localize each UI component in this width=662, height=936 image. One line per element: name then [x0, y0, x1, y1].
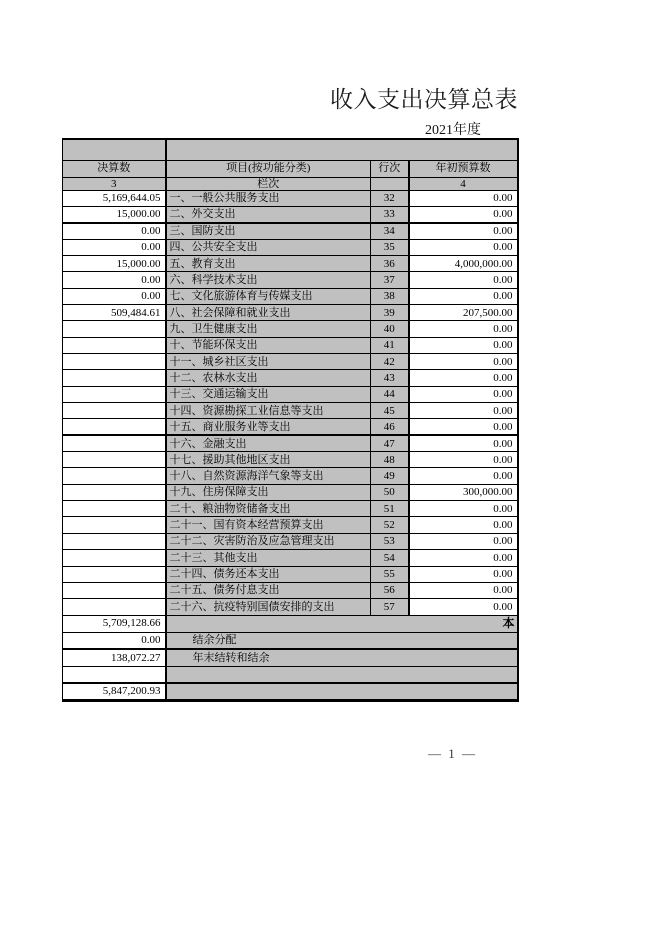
- summary-row: [63, 683, 518, 700]
- table-row: [63, 255, 518, 271]
- initial-budget-cell: 0.00: [409, 370, 518, 386]
- line-number-cell: 33: [371, 206, 409, 222]
- line-number-cell: 43: [371, 370, 409, 386]
- item-cell: 二、外交支出: [166, 206, 371, 222]
- item-cell: 九、卫生健康支出: [166, 321, 371, 337]
- final-amount-cell: 0.00: [63, 272, 166, 288]
- initial-budget-cell: 207,500.00: [409, 305, 518, 321]
- item-cell: 十八、自然资源海洋气象等支出: [166, 468, 371, 484]
- table-summary-body: [63, 615, 518, 700]
- item-cell: 四、公共安全支出: [166, 239, 371, 255]
- final-amount-cell: [63, 550, 166, 566]
- item-cell: 二十一、国有资本经营预算支出: [166, 517, 371, 533]
- table-row: [63, 206, 518, 222]
- final-amount-cell: [63, 533, 166, 549]
- initial-budget-cell: 0.00: [409, 468, 518, 484]
- item-cell: 八、社会保障和就业支出: [166, 305, 371, 321]
- line-number-cell: 39: [371, 305, 409, 321]
- summary-amount-cell: 138,072.27: [63, 649, 166, 666]
- table-row: [63, 419, 518, 435]
- table-row: [63, 550, 518, 566]
- item-cell: 十二、农林水支出: [166, 370, 371, 386]
- initial-budget-cell: 0.00: [409, 223, 518, 239]
- line-number-cell: 35: [371, 239, 409, 255]
- table-row: [63, 386, 518, 402]
- final-amount-cell: 15,000.00: [63, 206, 166, 222]
- table-row: [63, 288, 518, 304]
- item-cell: 十五、商业服务业等支出: [166, 419, 371, 435]
- line-number-cell: 45: [371, 403, 409, 419]
- summary-label-cell: [166, 683, 518, 700]
- line-number-cell: 55: [371, 566, 409, 582]
- item-cell: 五、教育支出: [166, 255, 371, 271]
- initial-budget-cell: 0.00: [409, 337, 518, 353]
- line-number-cell: 46: [371, 419, 409, 435]
- initial-budget-cell: 4,000,000.00: [409, 255, 518, 271]
- line-number-cell: 57: [371, 599, 409, 615]
- line-number-cell: 34: [371, 223, 409, 239]
- initial-budget-cell: 0.00: [409, 403, 518, 419]
- initial-budget-cell: 0.00: [409, 566, 518, 582]
- summary-amount-cell: 0.00: [63, 632, 166, 649]
- item-cell: 二十、粮油物资储备支出: [166, 501, 371, 517]
- initial-budget-cell: 0.00: [409, 517, 518, 533]
- line-number-cell: 44: [371, 386, 409, 402]
- final-amount-cell: [63, 403, 166, 419]
- final-amount-cell: [63, 354, 166, 370]
- summary-label-cell: 结余分配: [166, 632, 518, 649]
- summary-row: [63, 666, 518, 683]
- fiscal-year-label: 2021年度: [425, 123, 481, 138]
- line-number-cell: 37: [371, 272, 409, 288]
- item-cell: 二十四、债务还本支出: [166, 566, 371, 582]
- final-amount-cell: [63, 566, 166, 582]
- line-number-cell: 36: [371, 255, 409, 271]
- item-cell: 十六、金融支出: [166, 435, 371, 451]
- summary-amount-cell: 5,847,200.93: [63, 683, 166, 700]
- summary-row: [63, 632, 518, 649]
- initial-budget-cell: 0.00: [409, 435, 518, 451]
- initial-budget-cell: 0.00: [409, 354, 518, 370]
- table-row: [63, 370, 518, 386]
- final-amount-cell: 0.00: [63, 239, 166, 255]
- summary-amount-cell: [63, 666, 166, 683]
- initial-budget-cell: 0.00: [409, 239, 518, 255]
- summary-label-cell: 年末结转和结余: [166, 649, 518, 666]
- table-header-row: [63, 160, 518, 177]
- item-cell: 十七、援助其他地区支出: [166, 452, 371, 468]
- initial-budget-cell: 0.00: [409, 582, 518, 598]
- table-row: [63, 435, 518, 451]
- item-cell: 十四、资源勘探工业信息等支出: [166, 403, 371, 419]
- initial-budget-cell: 0.00: [409, 272, 518, 288]
- table-row: [63, 468, 518, 484]
- table-row: [63, 239, 518, 255]
- table-row: [63, 599, 518, 615]
- line-number-cell: 47: [371, 435, 409, 451]
- column-index-line: [371, 177, 409, 190]
- initial-budget-cell: 0.00: [409, 190, 518, 206]
- table-row: [63, 517, 518, 533]
- final-amount-cell: [63, 599, 166, 615]
- item-cell: 十三、交通运输支出: [166, 386, 371, 402]
- item-cell: 二十五、债务付息支出: [166, 582, 371, 598]
- initial-budget-cell: 0.00: [409, 321, 518, 337]
- final-amount-cell: [63, 435, 166, 451]
- table-body: [63, 190, 518, 615]
- page-number: — 1 —: [428, 746, 477, 761]
- initial-budget-cell: 0.00: [409, 599, 518, 615]
- summary-label-cell: 本: [166, 615, 518, 632]
- table-row: [63, 354, 518, 370]
- line-number-cell: 50: [371, 484, 409, 500]
- item-cell: 十一、城乡社区支出: [166, 354, 371, 370]
- summary-row: [63, 615, 518, 632]
- table-row: [63, 501, 518, 517]
- final-amount-cell: [63, 419, 166, 435]
- table-row: [63, 337, 518, 353]
- table-row: [63, 452, 518, 468]
- final-amount-cell: [63, 517, 166, 533]
- table-row: [63, 223, 518, 239]
- final-amount-cell: [63, 501, 166, 517]
- line-number-cell: 38: [371, 288, 409, 304]
- item-cell: 一、一般公共服务支出: [166, 190, 371, 206]
- initial-budget-cell: 0.00: [409, 533, 518, 549]
- header-final-amount: 决算数: [63, 160, 166, 177]
- table-row: [63, 190, 518, 206]
- final-amount-cell: [63, 337, 166, 353]
- initial-budget-cell: 0.00: [409, 386, 518, 402]
- final-amount-cell: 0.00: [63, 288, 166, 304]
- summary-amount-cell: 5,709,128.66: [63, 615, 166, 632]
- initial-budget-cell: 0.00: [409, 419, 518, 435]
- item-cell: 二十六、抗疫特别国债安排的支出: [166, 599, 371, 615]
- line-number-cell: 32: [371, 190, 409, 206]
- item-cell: 六、科学技术支出: [166, 272, 371, 288]
- line-number-cell: 42: [371, 354, 409, 370]
- header-spacer-row: [63, 139, 518, 160]
- table-row: [63, 321, 518, 337]
- initial-budget-cell: 0.00: [409, 501, 518, 517]
- line-number-cell: 54: [371, 550, 409, 566]
- final-amount-cell: [63, 452, 166, 468]
- final-amount-cell: 0.00: [63, 223, 166, 239]
- final-amount-cell: [63, 370, 166, 386]
- header-initial-budget: 年初预算数: [409, 160, 518, 177]
- initial-budget-cell: 0.00: [409, 206, 518, 222]
- initial-budget-cell: 300,000.00: [409, 484, 518, 500]
- table-row: [63, 484, 518, 500]
- final-amount-cell: [63, 468, 166, 484]
- line-number-cell: 48: [371, 452, 409, 468]
- item-cell: 二十二、灾害防治及应急管理支出: [166, 533, 371, 549]
- initial-budget-cell: 0.00: [409, 452, 518, 468]
- summary-row: [63, 649, 518, 666]
- table-row: [63, 272, 518, 288]
- page-title: 收入支出决算总表: [330, 87, 518, 112]
- item-cell: 十、节能环保支出: [166, 337, 371, 353]
- initial-budget-cell: 0.00: [409, 550, 518, 566]
- line-number-cell: 41: [371, 337, 409, 353]
- line-number-cell: 49: [371, 468, 409, 484]
- column-index-final: 3: [63, 177, 166, 190]
- line-number-cell: 56: [371, 582, 409, 598]
- final-amount-cell: [63, 386, 166, 402]
- final-amount-cell: [63, 582, 166, 598]
- line-number-cell: 52: [371, 517, 409, 533]
- final-amount-cell: [63, 321, 166, 337]
- fiscal-summary-table: [62, 138, 519, 702]
- line-number-cell: 40: [371, 321, 409, 337]
- item-cell: 三、国防支出: [166, 223, 371, 239]
- table-row: [63, 305, 518, 321]
- line-number-cell: 51: [371, 501, 409, 517]
- summary-label-cell: [166, 666, 518, 683]
- table-row: [63, 533, 518, 549]
- column-index-row: [63, 177, 518, 190]
- header-spacer-cell-left: [63, 139, 166, 160]
- item-cell: 七、文化旅游体育与传媒支出: [166, 288, 371, 304]
- item-cell: 二十三、其他支出: [166, 550, 371, 566]
- table-row: [63, 566, 518, 582]
- final-amount-cell: 509,484.61: [63, 305, 166, 321]
- header-item: 项目(按功能分类): [166, 160, 371, 177]
- header-spacer-cell-right: [166, 139, 518, 160]
- column-index-label: 栏次: [166, 177, 371, 190]
- initial-budget-cell: 0.00: [409, 288, 518, 304]
- final-amount-cell: 5,169,644.05: [63, 190, 166, 206]
- item-cell: 十九、住房保障支出: [166, 484, 371, 500]
- column-index-budget: 4: [409, 177, 518, 190]
- final-amount-cell: 15,000.00: [63, 255, 166, 271]
- header-line-number: 行次: [371, 160, 409, 177]
- table-row: [63, 582, 518, 598]
- line-number-cell: 53: [371, 533, 409, 549]
- final-amount-cell: [63, 484, 166, 500]
- table-row: [63, 403, 518, 419]
